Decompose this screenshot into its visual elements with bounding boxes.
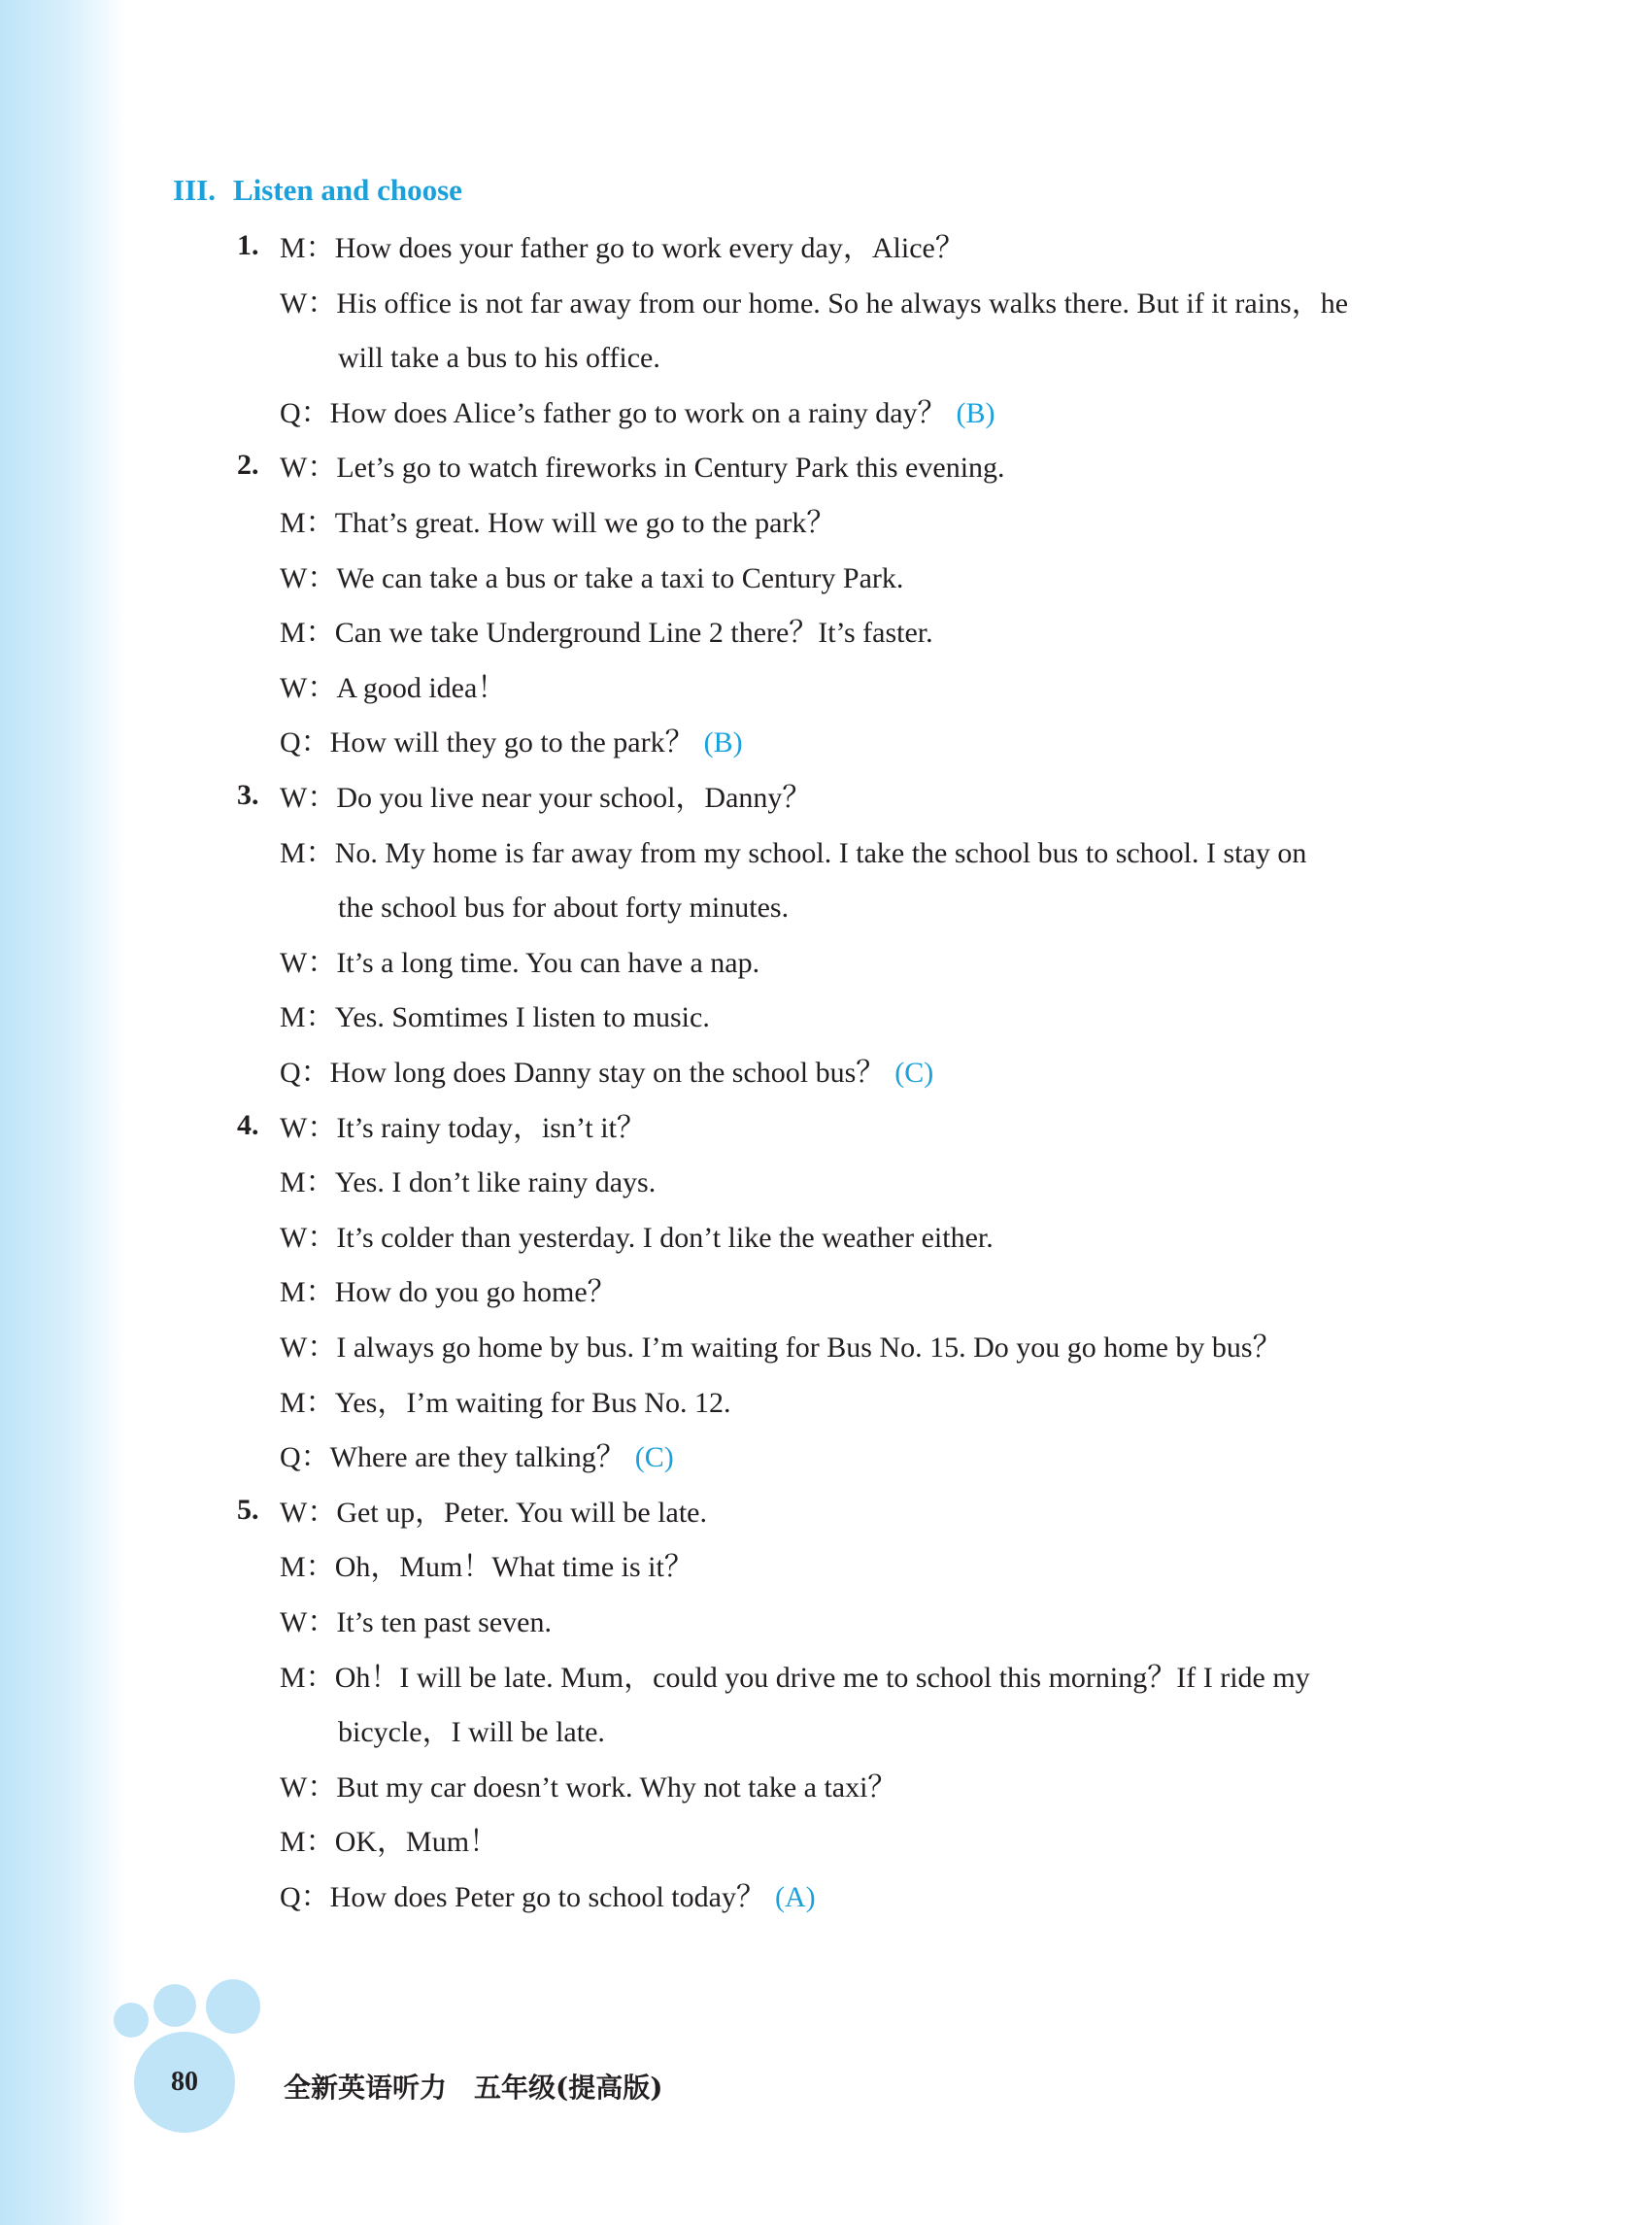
speaker-label: W： xyxy=(280,1111,337,1144)
line-text: How long does Danny stay on the school bus？ xyxy=(329,1057,886,1089)
dialogue-line xyxy=(280,1438,674,1477)
dialogue-line xyxy=(280,285,1348,323)
line-text: Yes. Somtimes I listen to music. xyxy=(334,1001,710,1034)
speaker-label: M： xyxy=(280,617,335,650)
speaker-label: W： xyxy=(280,782,337,814)
line-text: It’s rainy today，isn’t it？ xyxy=(336,1111,646,1144)
dialogue-line xyxy=(280,724,743,762)
paw-pad-small-icon xyxy=(114,2003,149,2038)
line-text: That’s great. How will we go to the park？ xyxy=(334,507,836,539)
answer-label: (B) xyxy=(956,396,995,429)
answer-label: (C) xyxy=(634,1441,674,1474)
speaker-label: W： xyxy=(280,1606,337,1638)
line-text: No. My home is far away from my school. I take the school bus to school. I stay on xyxy=(334,836,1307,869)
speaker-label: M： xyxy=(280,1551,335,1584)
speaker-label: Q： xyxy=(280,1881,330,1913)
dialogue-line xyxy=(280,1219,994,1258)
speaker-label: M： xyxy=(280,232,335,264)
speaker-label: M： xyxy=(280,1826,335,1859)
speaker-label: M： xyxy=(280,1001,335,1034)
dialogue-line xyxy=(280,1823,498,1862)
answer-label: (B) xyxy=(703,726,743,759)
line-text: Yes. I don’t like rainy days. xyxy=(334,1166,657,1199)
line-text: Do you live near your school，Danny？ xyxy=(336,782,812,814)
line-text: A good idea！ xyxy=(336,671,507,704)
speaker-label: M： xyxy=(280,1166,335,1199)
speaker-label: W： xyxy=(280,287,337,320)
speaker-label: W： xyxy=(280,946,337,979)
dialogue-line xyxy=(280,1659,1310,1698)
dialogue-line xyxy=(280,1384,730,1423)
question-number: 1. xyxy=(237,229,259,261)
section-number: III. xyxy=(173,173,216,207)
line-text: His office is not far away from our home. So he always walks there. But if it rains，he xyxy=(336,287,1349,320)
speaker-label: W： xyxy=(280,561,337,594)
line-text: Where are they talking？ xyxy=(329,1441,625,1474)
dialogue-line xyxy=(280,504,835,543)
dialogue-line xyxy=(280,779,811,818)
dialogue-line xyxy=(338,889,789,927)
question-number: 2. xyxy=(237,449,259,482)
dialogue-line xyxy=(280,1054,933,1093)
line-text: I always go home by bus. I’m waiting for Bus No. 15. Do you go home by bus？ xyxy=(336,1332,1282,1364)
line-text: bicycle，I will be late. xyxy=(338,1716,605,1749)
dialogue-line xyxy=(280,834,1306,873)
dialogue-line xyxy=(338,339,660,378)
speaker-label: W： xyxy=(280,1770,337,1804)
line-text: Yes，I’m waiting for Bus No. 12. xyxy=(334,1386,731,1419)
dialogue-line xyxy=(338,1713,605,1752)
line-text: OK，Mum！ xyxy=(334,1826,499,1859)
line-text: It’s ten past seven. xyxy=(336,1606,552,1638)
question-number: 3. xyxy=(237,779,259,811)
speaker-label: W： xyxy=(280,1332,337,1364)
speaker-label: M： xyxy=(280,1276,335,1309)
line-text: How does your father go to work every day，Alice？ xyxy=(334,232,964,264)
line-text: Get up，Peter. You will be late. xyxy=(336,1496,707,1529)
dialogue-line xyxy=(280,998,710,1037)
dialogue-line xyxy=(280,1273,617,1312)
speaker-label: W： xyxy=(280,1496,337,1529)
speaker-label: W： xyxy=(280,452,337,485)
speaker-label: W： xyxy=(280,671,337,704)
dialogue-line xyxy=(280,1163,656,1202)
dialogue-line xyxy=(280,1878,816,1917)
dialogue-line xyxy=(280,394,995,433)
line-text: It’s colder than yesterday. I don’t like the weather either. xyxy=(336,1221,994,1254)
line-text: How does Peter go to school today？ xyxy=(329,1881,765,1913)
speaker-label: Q： xyxy=(280,396,330,429)
speaker-label: W： xyxy=(280,1221,337,1254)
dialogue-line xyxy=(280,944,759,983)
speaker-label: M： xyxy=(280,836,335,869)
speaker-label: M： xyxy=(280,507,335,539)
paw-pad-medium-icon xyxy=(153,1984,196,2027)
line-text: Oh！I will be late. Mum，could you drive me to school this morning？If I ride my xyxy=(334,1661,1310,1694)
book-title: 全新英语听力 五年级(提高版) xyxy=(284,2072,663,2104)
dialogue-line xyxy=(280,669,506,708)
dialogue-line xyxy=(280,1769,896,1807)
answer-label: (A) xyxy=(774,1881,816,1913)
left-decorative-band xyxy=(0,0,126,2225)
line-text: How does Alice’s father go to work on a rainy day？ xyxy=(329,396,947,429)
line-text: Can we take Underground Line 2 there？It’s faster. xyxy=(334,617,933,650)
dialogue-line xyxy=(280,449,1005,488)
line-text: How will they go to the park？ xyxy=(329,726,694,759)
page-number: 80 xyxy=(171,2067,198,2097)
dialogue-line xyxy=(280,229,964,268)
line-text: But my car doesn’t work. Why not take a taxi？ xyxy=(336,1770,897,1804)
line-text: Oh，Mum！What time is it？ xyxy=(334,1551,693,1584)
section-title-text: Listen and choose xyxy=(232,173,462,207)
speaker-label: M： xyxy=(280,1661,335,1694)
line-text: will take a bus to his office. xyxy=(338,342,660,375)
line-text: Let’s go to watch fireworks in Century Park this evening. xyxy=(336,452,1005,485)
speaker-label: Q： xyxy=(280,726,330,759)
dialogue-line xyxy=(280,1329,1282,1367)
line-text: the school bus for about forty minutes. xyxy=(338,892,790,925)
speaker-label: M： xyxy=(280,1386,335,1419)
question-number: 4. xyxy=(237,1108,259,1141)
paw-pad-large-icon xyxy=(206,1979,260,2034)
answer-label: (C) xyxy=(894,1057,934,1089)
dialogue-line xyxy=(280,559,903,598)
question-number: 5. xyxy=(237,1493,259,1526)
speaker-label: Q： xyxy=(280,1057,330,1089)
section-title xyxy=(173,173,462,208)
line-text: How do you go home？ xyxy=(334,1276,617,1309)
speaker-label: Q： xyxy=(280,1441,330,1474)
dialogue-line xyxy=(280,614,933,653)
line-text: We can take a bus or take a taxi to Century Park. xyxy=(336,561,904,594)
dialogue-line xyxy=(280,1109,646,1148)
dialogue-line xyxy=(280,1548,693,1587)
dialogue-line xyxy=(280,1603,552,1642)
line-text: It’s a long time. You can have a nap. xyxy=(336,946,760,979)
dialogue-line xyxy=(280,1494,707,1533)
